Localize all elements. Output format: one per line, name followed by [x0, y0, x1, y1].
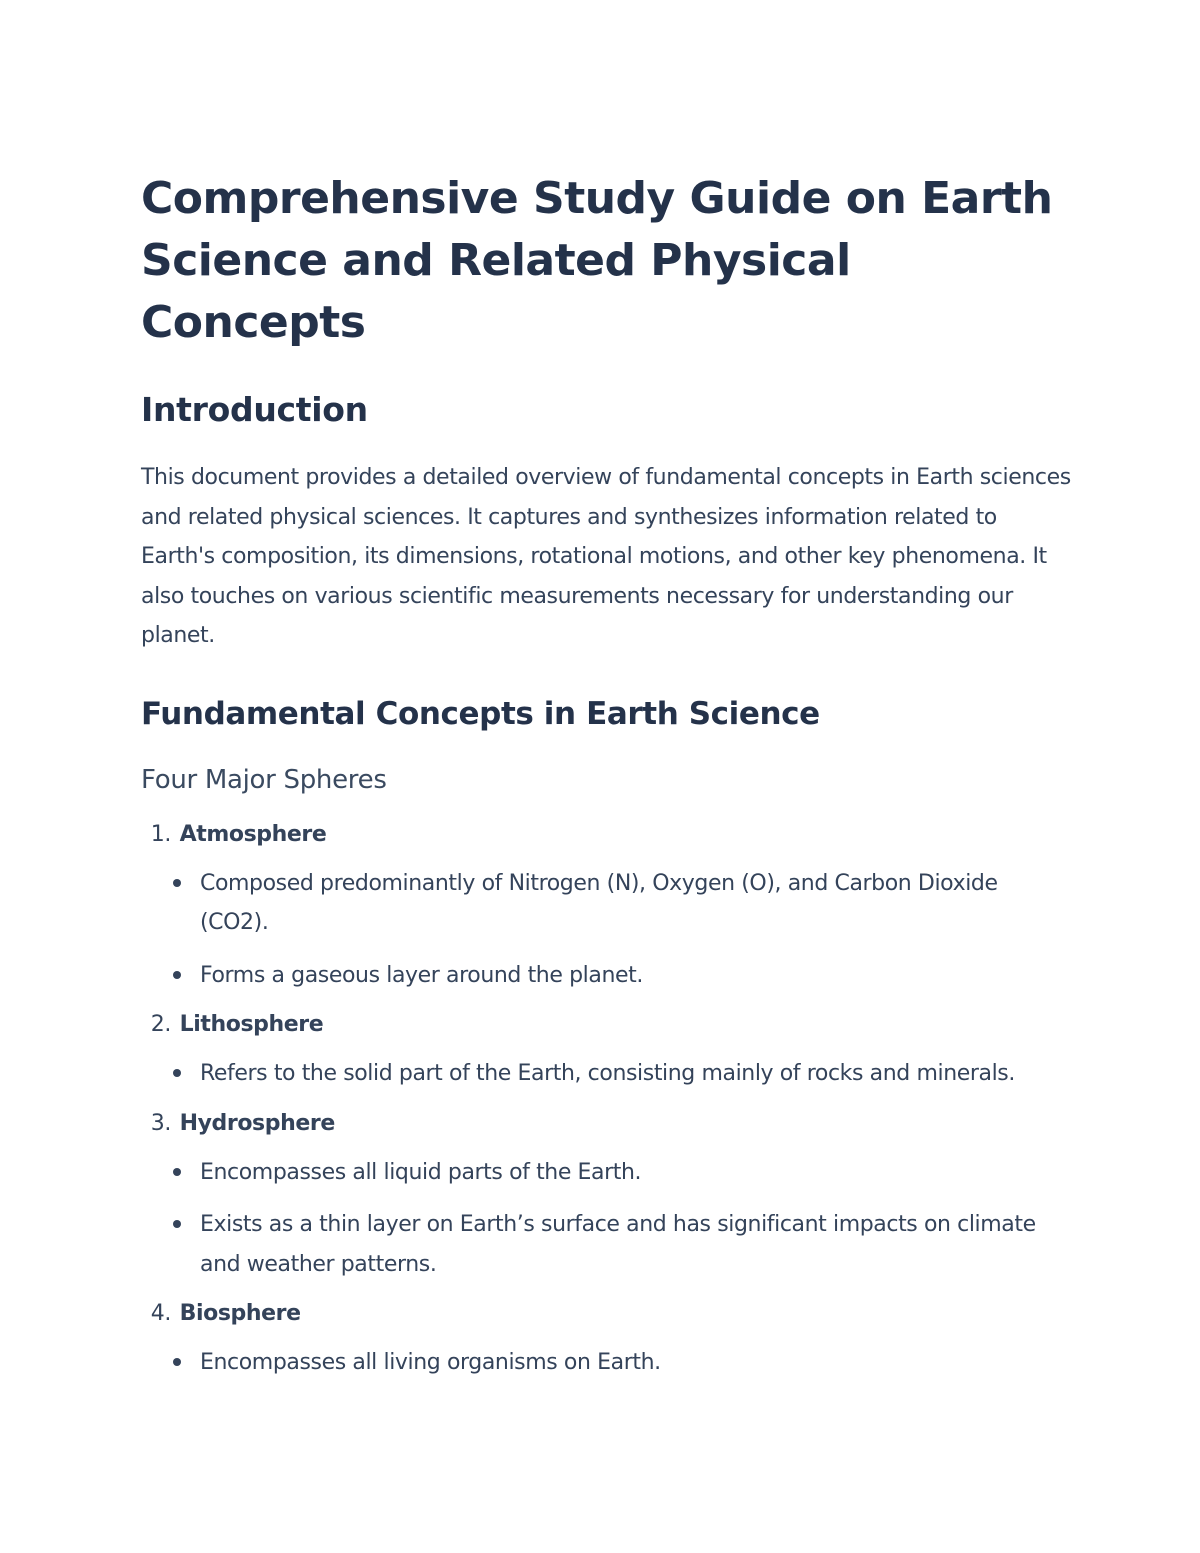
sphere-name: Atmosphere	[179, 821, 327, 847]
sphere-title	[141, 818, 1071, 852]
bullet-icon	[173, 1168, 181, 1176]
bullet-item	[141, 1343, 1071, 1383]
bullet-icon	[173, 971, 181, 979]
bullet-text: Encompasses all living organisms on Earth.	[200, 1350, 661, 1375]
sphere-title	[141, 1008, 1071, 1042]
bullet-icon	[173, 1220, 181, 1228]
bullet-item	[141, 1153, 1071, 1193]
list-item	[141, 1297, 1071, 1383]
bullet-list	[141, 1153, 1071, 1285]
document-page	[141, 168, 1071, 1396]
sphere-title	[141, 1107, 1071, 1141]
bullet-text: Forms a gaseous layer around the planet.	[200, 962, 643, 988]
list-item	[141, 1008, 1071, 1094]
bullet-list	[141, 864, 1071, 996]
bullet-item	[141, 1054, 1071, 1094]
bullet-icon	[173, 879, 181, 887]
document-title: Comprehensive Study Guide on Earth Science and Related Physical Concepts	[141, 173, 1053, 348]
spheres-list	[141, 818, 1071, 1383]
bullet-item	[141, 956, 1071, 996]
bullet-text: Composed predominantly of Nitrogen (N), Oxygen (O), and Carbon Dioxide (CO2).	[200, 870, 998, 935]
bullet-icon	[173, 1069, 181, 1077]
bullet-item	[141, 1205, 1071, 1284]
subsection-heading: Four Major Spheres	[141, 764, 387, 795]
introduction-heading: Introduction	[141, 390, 368, 429]
bullet-list	[141, 1054, 1071, 1094]
sphere-name: Biosphere	[179, 1301, 301, 1326]
list-number: 1.	[150, 821, 171, 847]
list-item	[141, 1107, 1071, 1285]
sphere-name: Hydrosphere	[179, 1110, 335, 1136]
list-item	[141, 818, 1071, 996]
list-number: 2.	[150, 1012, 171, 1037]
bullet-text: Refers to the solid part of the Earth, consisting mainly of rocks and minerals.	[200, 1061, 1015, 1086]
bullet-item	[141, 864, 1071, 943]
bullet-text: Encompasses all liquid parts of the Earth.	[200, 1159, 642, 1185]
bullet-text: Exists as a thin layer on Earth’s surface and has significant impacts on climate and weather patterns.	[200, 1212, 1036, 1277]
section-heading: Fundamental Concepts in Earth Science	[141, 695, 820, 732]
introduction-paragraph: This document provides a detailed overview of fundamental concepts in Earth sciences and related physical sciences. It captures and synthesizes information related to Earth's composition, its dimensions, rotational motions, and other key phenomena. It also touches on various scientific measurements necessary for understanding our planet.	[141, 465, 1071, 648]
bullet-list	[141, 1343, 1071, 1383]
sphere-name: Lithosphere	[179, 1012, 324, 1037]
sphere-title	[141, 1297, 1071, 1331]
bullet-icon	[173, 1358, 181, 1366]
list-number: 4.	[150, 1301, 171, 1326]
list-number: 3.	[150, 1110, 171, 1136]
